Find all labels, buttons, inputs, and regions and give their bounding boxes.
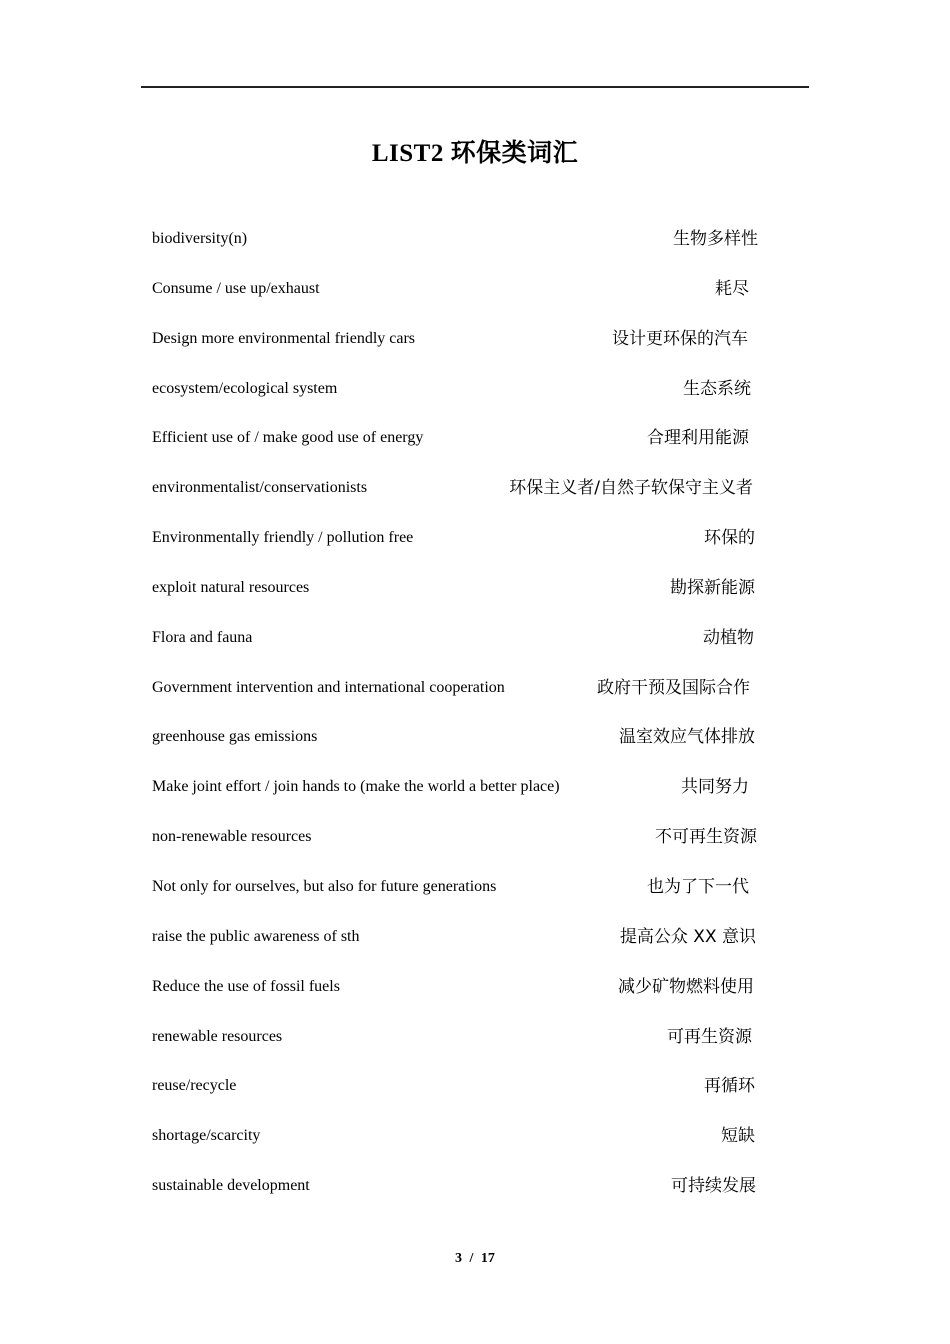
- chinese-translation: 再循环: [704, 1076, 755, 1097]
- english-term: sustainable development: [152, 1177, 310, 1195]
- vocabulary-row: [152, 1017, 758, 1067]
- chinese-translation: 政府干预及国际合作: [597, 677, 750, 698]
- english-term: greenhouse gas emissions: [152, 728, 318, 746]
- vocabulary-row: [152, 967, 758, 1017]
- vocabulary-row: [152, 717, 758, 767]
- header-rule: [141, 86, 809, 88]
- chinese-translation: 生物多样性: [673, 229, 758, 249]
- document-title: LIST2 环保类词汇: [371, 140, 579, 167]
- chinese-translation: 勘探新能源: [670, 577, 755, 598]
- vocabulary-row: [152, 518, 758, 568]
- page-number: 3 / 17: [455, 1251, 495, 1266]
- english-term: raise the public awareness of sth: [152, 927, 360, 945]
- chinese-translation: 动植物: [703, 627, 754, 648]
- chinese-translation: 可再生资源: [667, 1026, 752, 1047]
- english-term: reuse/recycle: [152, 1077, 237, 1095]
- english-term: ecosystem/ecological system: [152, 379, 338, 397]
- vocabulary-row: [152, 817, 758, 867]
- vocabulary-row: [152, 269, 758, 319]
- vocabulary-row: [152, 468, 758, 518]
- chinese-translation: 也为了下一代: [647, 876, 749, 897]
- chinese-translation: 耗尽: [715, 278, 749, 299]
- chinese-translation: 环保的: [704, 528, 755, 549]
- vocabulary-row: [152, 219, 758, 269]
- vocabulary-row: [152, 369, 758, 419]
- vocabulary-row: [152, 319, 758, 369]
- vocabulary-row: [152, 668, 758, 718]
- english-term: Not only for ourselves, but also for future generations: [152, 877, 497, 895]
- vocabulary-row: [152, 1066, 758, 1116]
- chinese-translation: 设计更环保的汽车: [612, 328, 748, 349]
- english-term: Make joint effort / join hands to (make the world a better place): [152, 778, 560, 796]
- english-term: non-renewable resources: [152, 828, 312, 846]
- vocabulary-row: [152, 1166, 758, 1216]
- english-term: renewable resources: [152, 1027, 283, 1045]
- chinese-translation: 可持续发展: [671, 1176, 756, 1197]
- chinese-translation: 温室效应气体排放: [619, 727, 755, 748]
- chinese-translation: 合理利用能源: [647, 428, 749, 449]
- vocabulary-row: [152, 867, 758, 917]
- chinese-translation: 共同努力: [681, 777, 749, 798]
- english-term: biodiversity(n): [152, 230, 248, 247]
- english-term: Environmentally friendly / pollution free: [152, 529, 414, 547]
- english-term: Reduce the use of fossil fuels: [152, 977, 340, 995]
- chinese-translation: 环保主义者/自然子软保守主义者: [509, 478, 753, 499]
- vocabulary-row: [152, 917, 758, 967]
- english-term: shortage/scarcity: [152, 1127, 261, 1145]
- english-term: Flora and fauna: [152, 628, 253, 646]
- chinese-translation: 提高公众 XX 意识: [619, 926, 756, 947]
- chinese-translation: 短缺: [721, 1126, 755, 1147]
- vocabulary-row: [152, 1116, 758, 1166]
- vocabulary-row: [152, 418, 758, 468]
- chinese-translation: 减少矿物燃料使用: [618, 976, 754, 997]
- chinese-translation: 生态系统: [683, 378, 751, 399]
- english-term: Design more environmental friendly cars: [152, 329, 416, 347]
- vocabulary-row: [152, 568, 758, 618]
- english-term: environmentalist/conservationists: [152, 479, 368, 497]
- english-term: Efficient use of / make good use of energy: [152, 429, 424, 447]
- english-term: Government intervention and international cooperation: [152, 678, 505, 696]
- english-term: exploit natural resources: [152, 578, 310, 596]
- vocabulary-row: [152, 618, 758, 668]
- english-term: Consume / use up/exhaust: [152, 279, 320, 297]
- vocabulary-row: [152, 767, 758, 817]
- chinese-translation: 不可再生资源: [655, 827, 757, 848]
- vocabulary-list: [152, 219, 758, 1216]
